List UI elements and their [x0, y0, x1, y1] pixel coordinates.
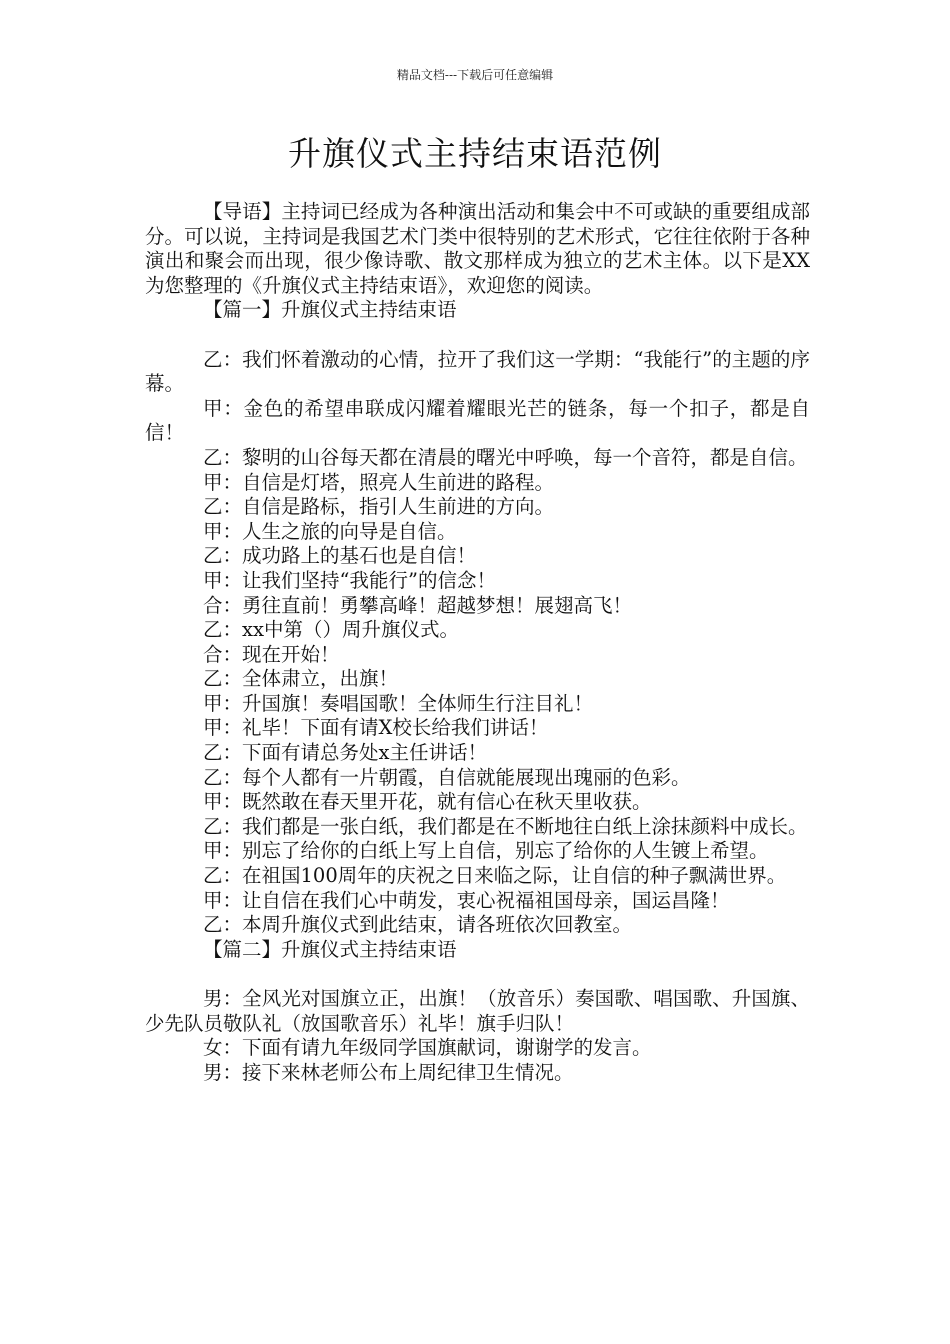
- dialogue-line: 乙：我们怀着激动的心情，拉开了我们这一学期：“我能行”的主题的序幕。: [145, 347, 810, 396]
- dialogue-line: 甲：升国旗！奏唱国歌！全体师生行注目礼！: [203, 691, 594, 715]
- document-title: 升旗仪式主持结束语范例: [288, 134, 662, 173]
- dialogue-line: 甲：自信是灯塔，照亮人生前进的路程。: [203, 470, 555, 494]
- dialogue-line: 男：接下来林老师公布上周纪律卫生情况。: [203, 1060, 574, 1084]
- dialogue-line: 甲：别忘了给你的白纸上写上自信，别忘了给你的人生镀上希望。: [203, 839, 769, 863]
- dialogue-line: 甲：人生之旅的向导是自信。: [203, 519, 457, 543]
- dialogue-line: 乙：下面有请总务处x主任讲话！: [203, 741, 487, 765]
- dialogue-line: 乙：成功路上的基石也是自信！: [203, 544, 477, 568]
- dialogue-line: 乙：本周升旗仪式到此结束，请各班依次回教室。: [203, 913, 633, 937]
- page-header-note: 精品文档---下载后可任意编辑: [396, 68, 554, 82]
- dialogue-line: 甲：礼毕！下面有请X校长给我们讲话！: [203, 716, 549, 740]
- dialogue-line: 乙：自信是路标，指引人生前进的方向。: [203, 495, 555, 519]
- dialogue-line: 女：下面有请九年级同学国旗献词，谢谢学的发言。: [203, 1036, 652, 1060]
- dialogue-line: 甲：既然敢在春天里开花，就有信心在秋天里收获。: [203, 790, 652, 814]
- dialogue-line: 甲：金色的希望串联成闪耀着耀眼光芒的链条，每一个扣子，都是自信！: [145, 396, 810, 445]
- dialogue-line: 男：全风光对国旗立正，出旗！（放音乐）奏国歌、唱国歌、升国旗、少先队员敬队礼（放国歌音乐）礼毕！旗手归队！: [145, 987, 810, 1035]
- dialogue-line: 乙：在祖国100周年的庆祝之日来临之际，让自信的种子飘满世界。: [203, 864, 787, 888]
- dialogue-line: 甲：让我们坚持“我能行”的信念！: [203, 568, 496, 592]
- dialogue-line: 乙：黎明的山谷每天都在清晨的曙光中呼唤，每一个音符，都是自信。: [203, 445, 808, 469]
- dialogue-line: 乙：每个人都有一片朝霞，自信就能展现出瑰丽的色彩。: [203, 765, 691, 789]
- blank-line: [145, 323, 810, 348]
- paragraph-intro: 【导语】主持词已经成为各种演出活动和集会中不可或缺的重要组成部分。可以说，主持词是我国艺术门类中很特别的艺术形式，它往往依附于各种演出和聚会而出现，很少像诗歌、散文那样成为独立的艺术主体。以下是XX为您整理的《升旗仪式主持结束语》，欢迎您的阅读。: [145, 200, 810, 297]
- document-body: [145, 200, 810, 1085]
- dialogue-line: 合：现在开始！: [203, 642, 340, 666]
- dialogue-line: 乙：xx中第（）周升旗仪式。: [203, 618, 459, 642]
- dialogue-line: 甲：让自信在我们心中萌发，衷心祝福祖国母亲，国运昌隆！: [203, 888, 730, 912]
- dialogue-line: 乙：全体肃立，出旗！: [203, 667, 399, 691]
- dialogue-line: 乙：我们都是一张白纸，我们都是在不断地往白纸上涂抹颜料中成长。: [203, 814, 808, 838]
- section-heading-1: 【篇一】升旗仪式主持结束语: [203, 298, 457, 322]
- blank-line: [145, 962, 810, 987]
- dialogue-line: 合：勇往直前！勇攀高峰！超越梦想！展翅高飞！: [203, 593, 633, 617]
- section-heading-2: 【篇二】升旗仪式主持结束语: [203, 937, 457, 961]
